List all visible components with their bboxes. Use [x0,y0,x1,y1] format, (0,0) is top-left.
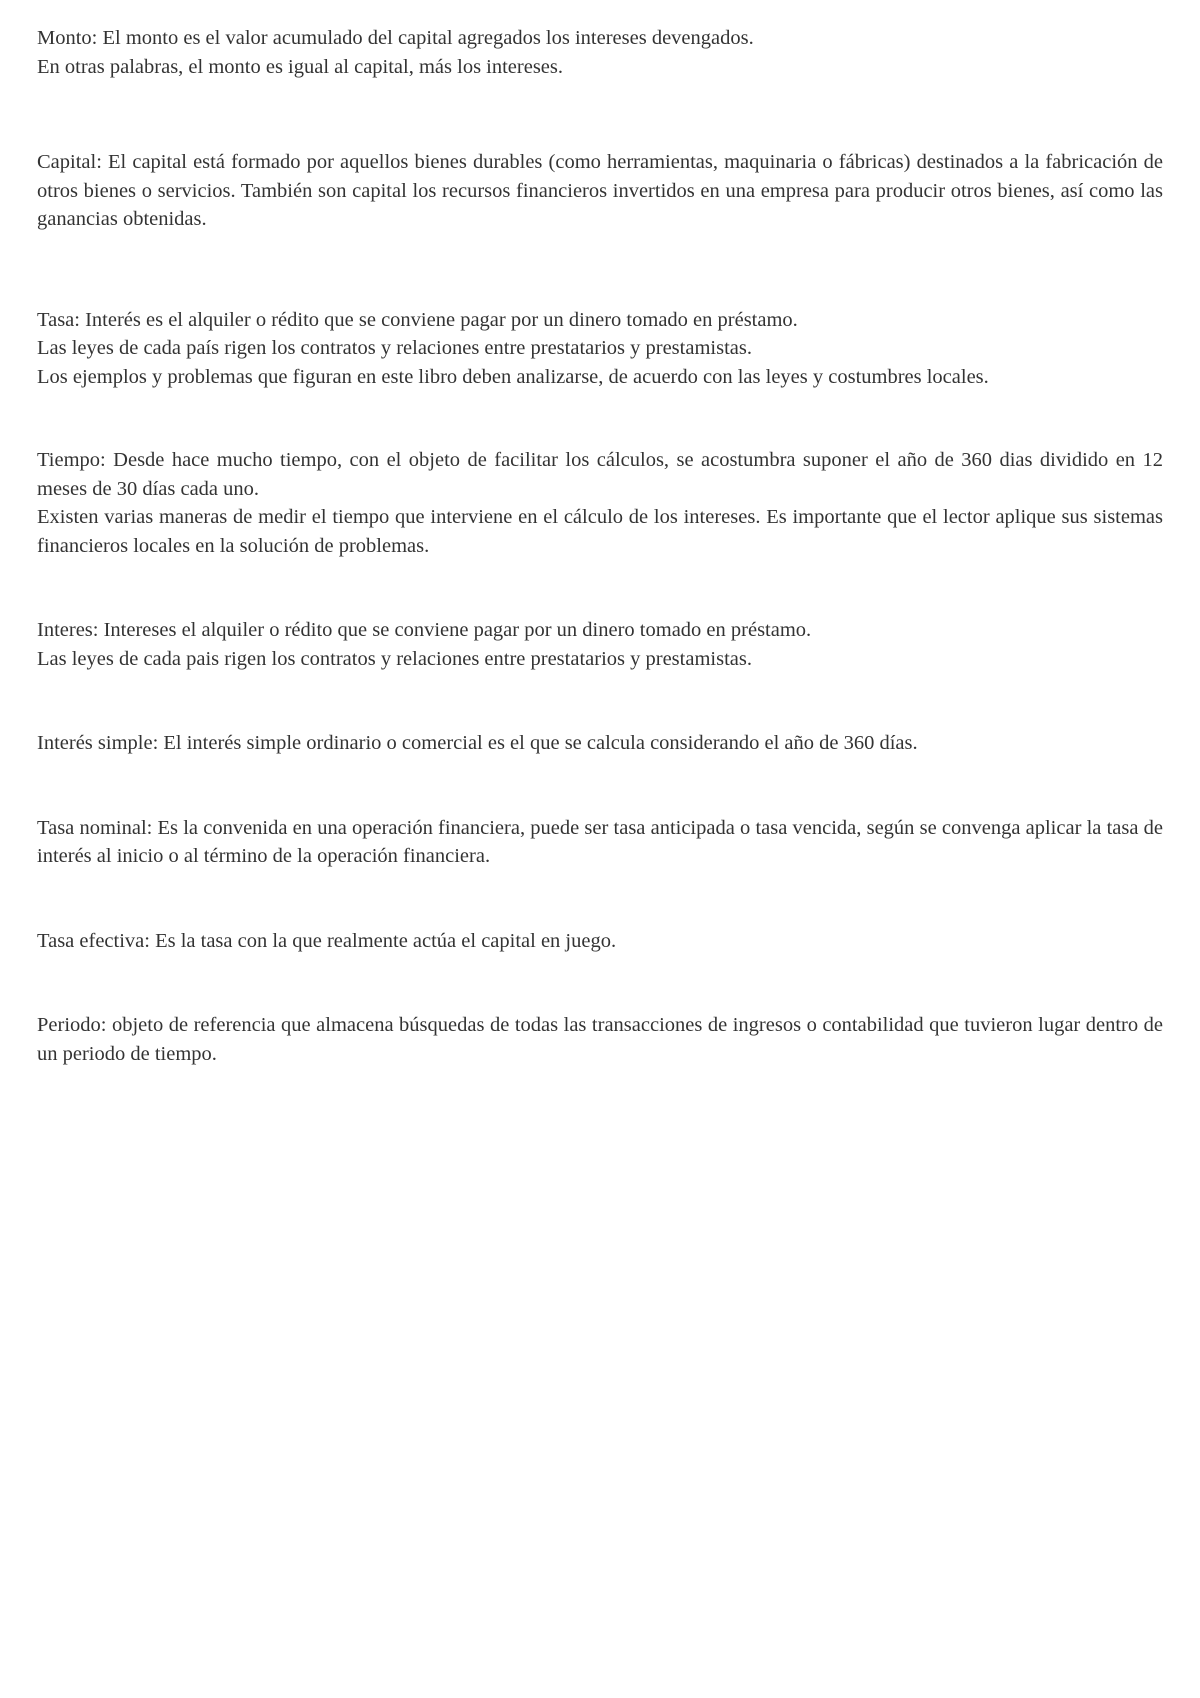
tiempo-paragraph-2: Existen varias maneras de medir el tiempo que interviene en el cálculo de los intereses. Es importante que el lector aplique sus sistemas financieros locales en la solución de problemas. [37,506,1163,557]
tasa-nominal-paragraph: Tasa nominal: Es la convenida en una operación financiera, puede ser tasa anticipada o tasa vencida, según se convenga aplicar la tasa de interés al inicio o al término de la operación financiera. [37,816,1163,867]
definition-monto [37,24,1163,81]
tiempo-paragraph-1: Tiempo: Desde hace mucho tiempo, con el objeto de facilitar los cálculos, se acostumbra suponer el año de 360 dias dividido en 12 meses de 30 días cada uno. [37,449,1163,500]
definition-periodo [37,1011,1163,1068]
interes-line-2: Las leyes de cada pais rigen los contratos y relaciones entre prestatarios y prestamistas. [37,647,752,670]
interes-simple-paragraph: Interés simple: El interés simple ordinario o comercial es el que se calcula considerando el año de 360 días. [37,732,918,754]
definition-tiempo [37,446,1163,560]
definition-tasa-efectiva [37,927,1163,956]
monto-line-2: En otras palabras, el monto es igual al capital, más los intereses. [37,55,564,78]
capital-paragraph: Capital: El capital está formado por aquellos bienes durables (como herramientas, maquinaria o fábricas) destinados a la fabricación de otros bienes o servicios. También son capital los recursos financieros invertidos en una empresa para producir otros bienes, así como las ganancias obtenidas. [37,151,1163,230]
definition-tasa [37,306,1163,392]
definition-capital [37,148,1163,234]
tasa-line-3: Los ejemplos y problemas que figuran en este libro deben analizarse, de acuerdo con las leyes y costumbres locales. [37,365,989,388]
definition-interes-simple [37,729,1163,758]
monto-line-1: Monto: El monto es el valor acumulado del capital agregados los intereses devengados. [37,27,754,49]
tasa-efectiva-paragraph: Tasa efectiva: Es la tasa con la que realmente actúa el capital en juego. [37,929,617,952]
definition-interes [37,616,1163,673]
interes-line-1: Interes: Intereses el alquiler o rédito que se conviene pagar por un dinero tomado en préstamo. [37,619,812,641]
periodo-paragraph: Periodo: objeto de referencia que almacena búsquedas de todas las transacciones de ingresos o contabilidad que tuvieron lugar dentro de un periodo de tiempo. [37,1014,1163,1065]
tasa-line-2: Las leyes de cada país rigen los contratos y relaciones entre prestatarios y prestamistas. [37,337,752,359]
definition-tasa-nominal [37,814,1163,871]
tasa-line-1: Tasa: Interés es el alquiler o rédito que se conviene pagar por un dinero tomado en préstamo. [37,308,798,331]
